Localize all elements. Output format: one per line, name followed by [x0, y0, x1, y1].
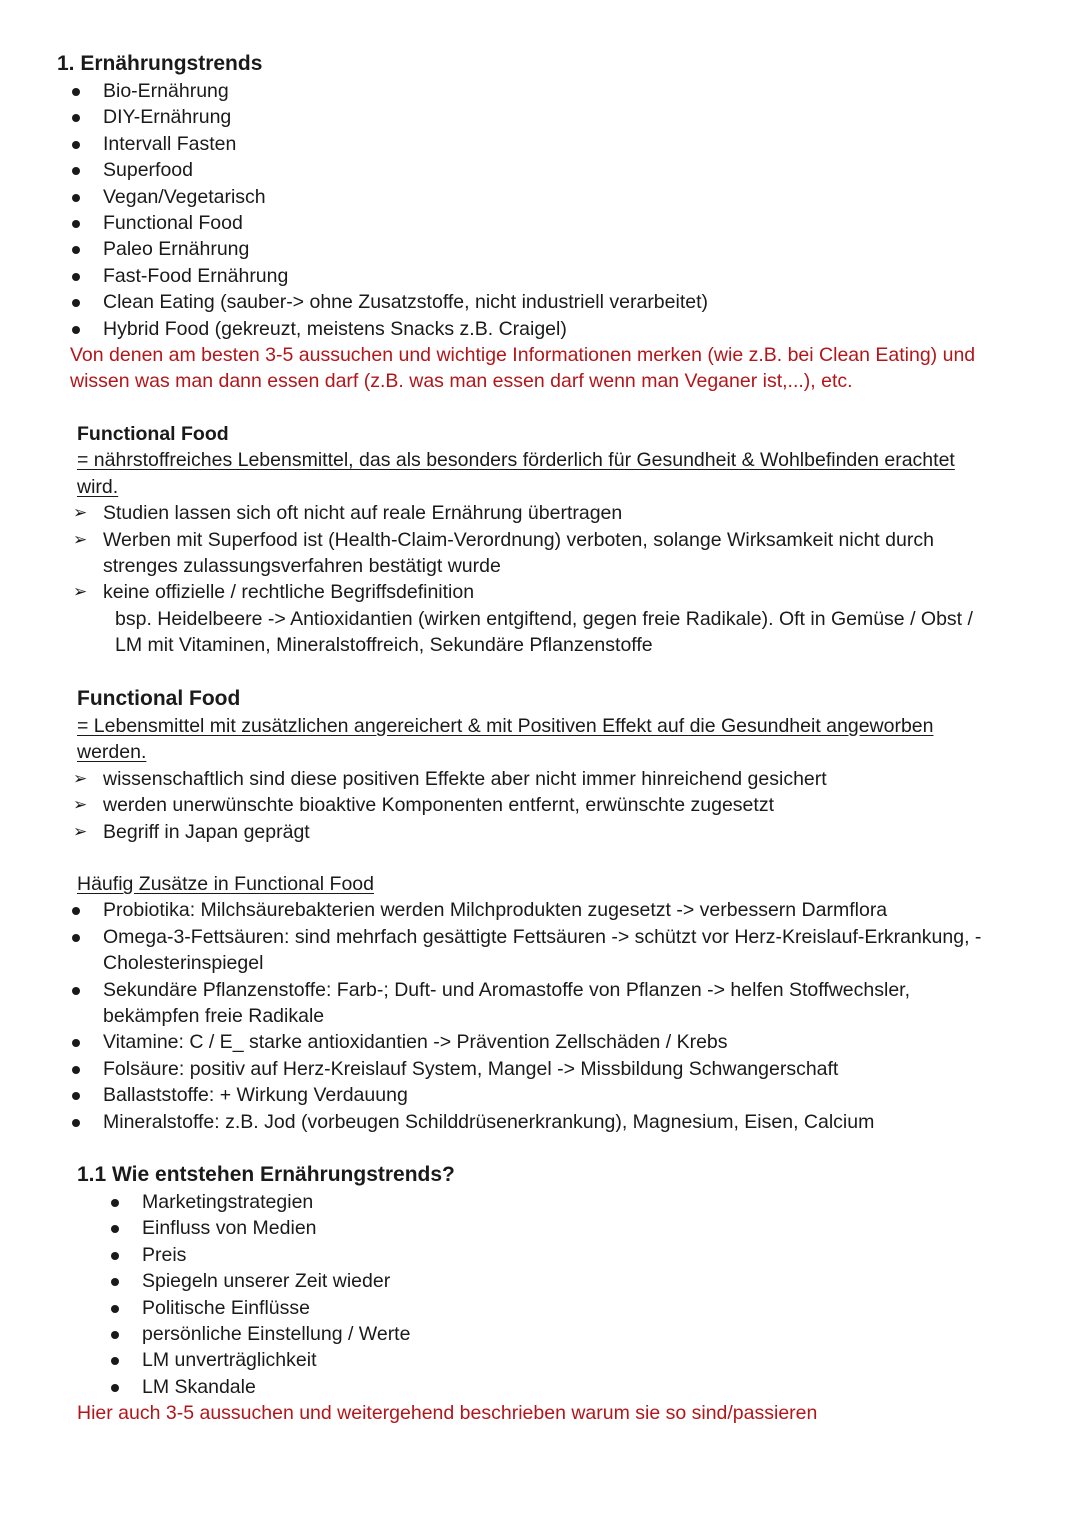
list-item: Politische Einflüsse	[142, 1295, 1080, 1321]
list-item: Sekundäre Pflanzenstoffe: Farb-; Duft- und Aromastoffe von Pflanzen -> helfen Stoffwechsler, bekämpfen freie Radikale	[103, 977, 1005, 1030]
list-item: DIY-Ernährung	[103, 104, 1080, 130]
block-title: Functional Food	[77, 423, 229, 445]
list-item: LM Skandale	[142, 1374, 1080, 1400]
list-item: Probiotika: Milchsäurebakterien werden Milchprodukten zugesetzt -> verbessern Darmflora	[103, 897, 1005, 923]
section-wie-entstehen	[0, 1161, 1080, 1427]
list-item: Folsäure: positiv auf Herz-Kreislauf System, Mangel -> Missbildung Schwangerschaft	[103, 1056, 1005, 1082]
additives-section	[0, 871, 1080, 1135]
trend-list	[0, 78, 1080, 342]
additives-list	[0, 897, 1080, 1135]
list-item: Mineralstoffe: z.B. Jod (vorbeugen Schilddrüsenerkrankung), Magnesium, Eisen, Calcium	[103, 1109, 1005, 1135]
study-note: Hier auch 3-5 aussuchen und weitergehend beschrieben warum sie so sind/passieren	[77, 1402, 818, 1425]
definition: = Lebensmittel mit zusätzlichen angereichert & mit Positiven Effekt auf die Gesundheit angeworben werden.	[77, 715, 934, 764]
section-ernaehrungstrends	[0, 51, 1080, 395]
study-note: Von denen am besten 3-5 aussuchen und wichtige Informationen merken (wie z.B. bei Clean Eating) und wissen was man dann essen darf (z.B. was man essen darf wenn man Veganer ist,...), etc.	[70, 344, 976, 393]
list-item: Fast-Food Ernährung	[103, 263, 1080, 289]
list-item: Vitamine: C / E_ starke antioxidantien -> Prävention Zellschäden / Krebs	[103, 1029, 1005, 1055]
additives-title: Häufig Zusätze in Functional Food	[77, 873, 374, 895]
list-item: persönliche Einstellung / Werte	[142, 1321, 1080, 1347]
functional-food-block-1	[0, 421, 1080, 659]
origin-list	[0, 1189, 1080, 1400]
list-item: ➢ Studien lassen sich oft nicht auf reale Ernährung übertragen	[103, 500, 970, 526]
list-item: ➢ Begriff in Japan geprägt	[103, 819, 1080, 845]
list-item: Spiegeln unserer Zeit wieder	[142, 1268, 1080, 1294]
list-item: Functional Food	[103, 210, 1080, 236]
list-item: Superfood	[103, 157, 1080, 183]
list-item: Bio-Ernährung	[103, 78, 1080, 104]
list-item: LM unverträglichkeit	[142, 1347, 1080, 1373]
point-list	[0, 500, 1080, 606]
example-text: bsp. Heidelbeere -> Antioxidantien (wirken entgiftend, gegen freie Radikale). Oft in Gemüse / Obst / LM mit Vitaminen, Mineralstoffreich, Sekundäre Pflanzenstoffe	[115, 607, 973, 657]
list-item: ➢ Werben mit Superfood ist (Health-Claim-Verordnung) verboten, solange Wirksamkeit nicht durch strenges zulassungsverfahren bestätigt wurde	[103, 527, 970, 580]
point-list	[0, 766, 1080, 845]
list-item: Einfluss von Medien	[142, 1215, 1080, 1241]
list-item: Marketingstrategien	[142, 1189, 1080, 1215]
list-item: Vegan/Vegetarisch	[103, 184, 1080, 210]
list-item: ➢ werden unerwünschte bioaktive Komponenten entfernt, erwünschte zugesetzt	[103, 792, 1080, 818]
list-item: Paleo Ernährung	[103, 236, 1080, 262]
definition: = nährstoffreiches Lebensmittel, das als besonders förderlich für Gesundheit & Wohlbefinden erachtet wird.	[77, 449, 955, 498]
list-item: Omega-3-Fettsäuren: sind mehrfach gesättigte Fettsäuren -> schützt vor Herz-Kreislauf-Erkrankung, -Cholesterinspiegel	[103, 924, 1005, 977]
functional-food-block-2	[0, 685, 1080, 845]
block-title: Functional Food	[77, 687, 241, 710]
list-item: Clean Eating (sauber-> ohne Zusatzstoffe, nicht industriell verarbeitet)	[103, 289, 1080, 315]
section-title: 1. Ernährungstrends	[57, 52, 263, 75]
list-item: Ballaststoffe: + Wirkung Verdauung	[103, 1082, 1005, 1108]
list-item: ➢ wissenschaftlich sind diese positiven Effekte aber nicht immer hinreichend gesichert	[103, 766, 1080, 792]
section-title: 1.1 Wie entstehen Ernährungstrends?	[77, 1163, 455, 1186]
list-item: ➢ keine offizielle / rechtliche Begriffsdefinition	[103, 579, 970, 605]
list-item: Hybrid Food (gekreuzt, meistens Snacks z.B. Craigel)	[103, 316, 1080, 342]
list-item: Intervall Fasten	[103, 131, 1080, 157]
list-item: Preis	[142, 1242, 1080, 1268]
